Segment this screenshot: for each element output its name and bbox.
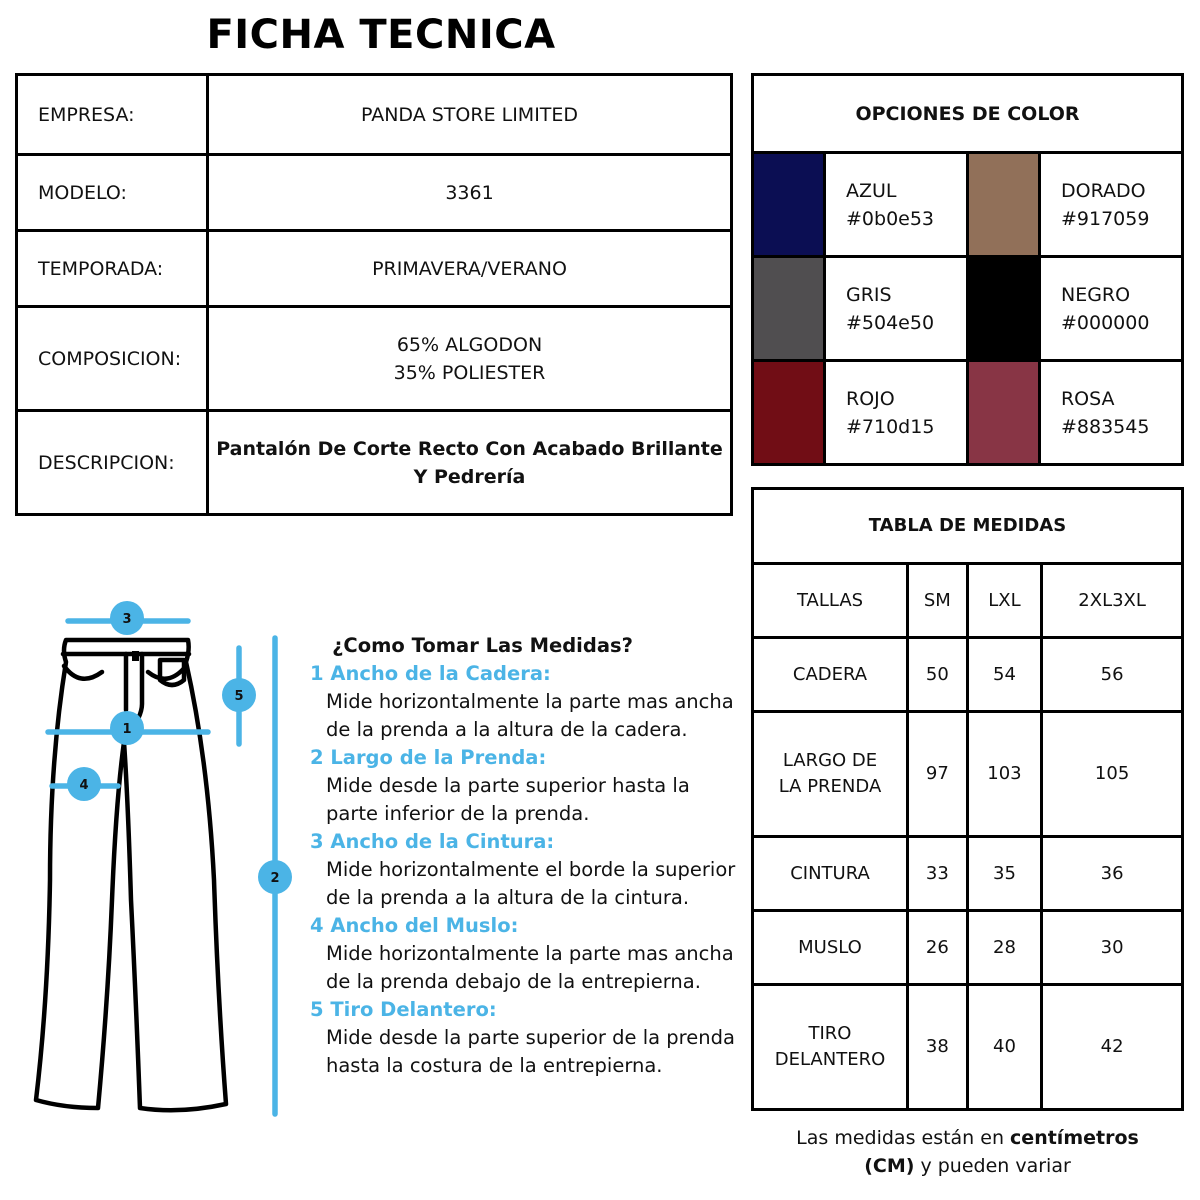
units-note <box>751 1124 1184 1180</box>
step-line: Mide horizontalmente la parte mas ancha <box>326 942 734 965</box>
guide-step <box>310 996 740 1080</box>
info-row <box>17 411 732 515</box>
step-line: hasta la costura de la entrepierna. <box>326 1054 663 1077</box>
measure-label: MUSLO <box>753 911 908 985</box>
color-hex: #000000 <box>1060 311 1150 334</box>
color-hex: #0b0e53 <box>846 207 935 230</box>
marker-5 <box>222 678 256 712</box>
color-name: DORADO <box>1060 179 1146 202</box>
step-title: 2 Largo de la Prenda: <box>310 746 547 769</box>
marker-2 <box>258 860 292 894</box>
info-row <box>17 155 732 231</box>
marker-label: 1 <box>122 722 132 737</box>
guide-step <box>310 912 740 996</box>
color-hex: #883545 <box>1060 415 1150 438</box>
measure-value: 42 <box>1042 985 1183 1110</box>
step-title: 1 Ancho de la Cadera: <box>310 662 551 685</box>
color-swatch <box>967 153 1039 257</box>
info-label: COMPOSICION: <box>17 307 208 411</box>
note-text: Las medidas están en <box>796 1127 1011 1149</box>
measuring-guide <box>310 632 740 1080</box>
measure-label: CADERA <box>753 638 908 712</box>
color-swatch <box>967 361 1039 465</box>
composition-line: 35% POLIESTER <box>393 361 546 384</box>
note-text: y pueden variar <box>914 1155 1071 1177</box>
color-swatch <box>753 361 825 465</box>
color-hex: #504e50 <box>846 311 935 334</box>
step-line: Mide horizontalmente el borde la superior <box>326 858 736 881</box>
guide-heading: ¿Como Tomar Las Medidas? <box>332 634 633 657</box>
measure-value: 105 <box>1042 712 1183 837</box>
color-hex: #710d15 <box>846 415 935 438</box>
column-header: LXL <box>967 564 1041 638</box>
measure-value: 54 <box>967 638 1041 712</box>
measure-label-line: LARGO DE <box>782 750 878 771</box>
measure-value: 36 <box>1042 837 1183 911</box>
info-value: PRIMAVERA/VERANO <box>208 231 732 307</box>
marker-label: 2 <box>270 871 280 886</box>
size-row <box>753 837 1183 911</box>
measure-value: 33 <box>908 837 968 911</box>
description-line: Pantalón De Corte Recto Con Acabado Brillante <box>216 437 723 460</box>
info-label: DESCRIPCION: <box>17 411 208 515</box>
marker-4 <box>67 767 101 801</box>
color-options-table <box>751 73 1184 466</box>
measure-value: 30 <box>1042 911 1183 985</box>
column-header: 2XL3XL <box>1042 564 1183 638</box>
marker-label: 4 <box>79 778 89 793</box>
color-label <box>825 257 968 361</box>
color-label <box>1039 361 1182 465</box>
guide-step <box>310 828 740 912</box>
guide-step <box>310 660 740 744</box>
color-label <box>825 361 968 465</box>
step-line: parte inferior de la prenda. <box>326 802 590 825</box>
step-title: 4 Ancho del Muslo: <box>310 914 519 937</box>
color-label <box>1039 153 1182 257</box>
step-title: 5 Tiro Delantero: <box>310 998 497 1021</box>
color-swatch <box>753 257 825 361</box>
button-icon <box>132 651 139 661</box>
guide-step <box>310 744 740 828</box>
color-name: ROSA <box>1060 387 1115 410</box>
description-line: Y Pedrería <box>413 465 526 488</box>
color-hex: #917059 <box>1060 207 1150 230</box>
measure-value: 50 <box>908 638 968 712</box>
measure-label-line: TIRO <box>808 1023 852 1044</box>
measure-value: 97 <box>908 712 968 837</box>
pants-outline <box>36 640 226 1110</box>
info-value <box>208 307 732 411</box>
marker-label: 3 <box>122 612 132 627</box>
size-header-row <box>753 564 1183 638</box>
info-label: TEMPORADA: <box>17 231 208 307</box>
step-line: Mide desde la parte superior hasta la <box>326 774 690 797</box>
measure-label <box>753 985 908 1110</box>
product-info-table <box>15 73 733 516</box>
measure-label <box>753 712 908 837</box>
measure-label: CINTURA <box>753 837 908 911</box>
info-row <box>17 307 732 411</box>
info-value: PANDA STORE LIMITED <box>208 75 732 155</box>
measure-value: 56 <box>1042 638 1183 712</box>
size-row <box>753 712 1183 837</box>
color-name: ROJO <box>846 387 895 410</box>
step-line: Mide horizontalmente la parte mas ancha <box>326 690 734 713</box>
marker-label: 5 <box>234 689 244 704</box>
info-label: MODELO: <box>17 155 208 231</box>
info-label: EMPRESA: <box>17 75 208 155</box>
note-bold: centímetros <box>1010 1127 1139 1149</box>
size-chart-table <box>751 487 1184 1111</box>
page-title: FICHA TECNICA <box>206 12 556 58</box>
color-name: AZUL <box>846 179 897 202</box>
measure-value: 38 <box>908 985 968 1110</box>
size-row <box>753 985 1183 1110</box>
measure-value: 35 <box>967 837 1041 911</box>
color-swatch <box>967 257 1039 361</box>
color-label <box>1039 257 1182 361</box>
size-chart-heading: TABLA DE MEDIDAS <box>753 489 1183 564</box>
column-header: SM <box>908 564 968 638</box>
note-bold: (CM) <box>864 1155 915 1177</box>
measure-label-line: LA PRENDA <box>778 776 882 797</box>
pants-measurement-diagram <box>30 600 300 1125</box>
step-title: 3 Ancho de la Cintura: <box>310 830 555 853</box>
info-row <box>17 75 732 155</box>
color-label <box>825 153 968 257</box>
measure-value: 28 <box>967 911 1041 985</box>
size-row <box>753 638 1183 712</box>
column-header: TALLAS <box>753 564 908 638</box>
info-value: 3361 <box>208 155 732 231</box>
step-line: de la prenda a la altura de la cintura. <box>326 886 690 909</box>
color-options-heading: OPCIONES DE COLOR <box>753 75 1183 153</box>
step-line: de la prenda debajo de la entrepierna. <box>326 970 701 993</box>
color-name: GRIS <box>846 283 892 306</box>
step-line: de la prenda a la altura de la cadera. <box>326 718 688 741</box>
measure-label-line: DELANTERO <box>774 1049 886 1070</box>
marker-1 <box>110 711 144 745</box>
step-line: Mide desde la parte superior de la prenda <box>326 1026 735 1049</box>
measure-value: 26 <box>908 911 968 985</box>
marker-3 <box>110 601 144 635</box>
size-row <box>753 911 1183 985</box>
info-row <box>17 231 732 307</box>
measure-value: 40 <box>967 985 1041 1110</box>
composition-line: 65% ALGODON <box>396 333 543 356</box>
color-name: NEGRO <box>1060 283 1131 306</box>
measure-value: 103 <box>967 712 1041 837</box>
color-swatch <box>753 153 825 257</box>
info-value <box>208 411 732 515</box>
